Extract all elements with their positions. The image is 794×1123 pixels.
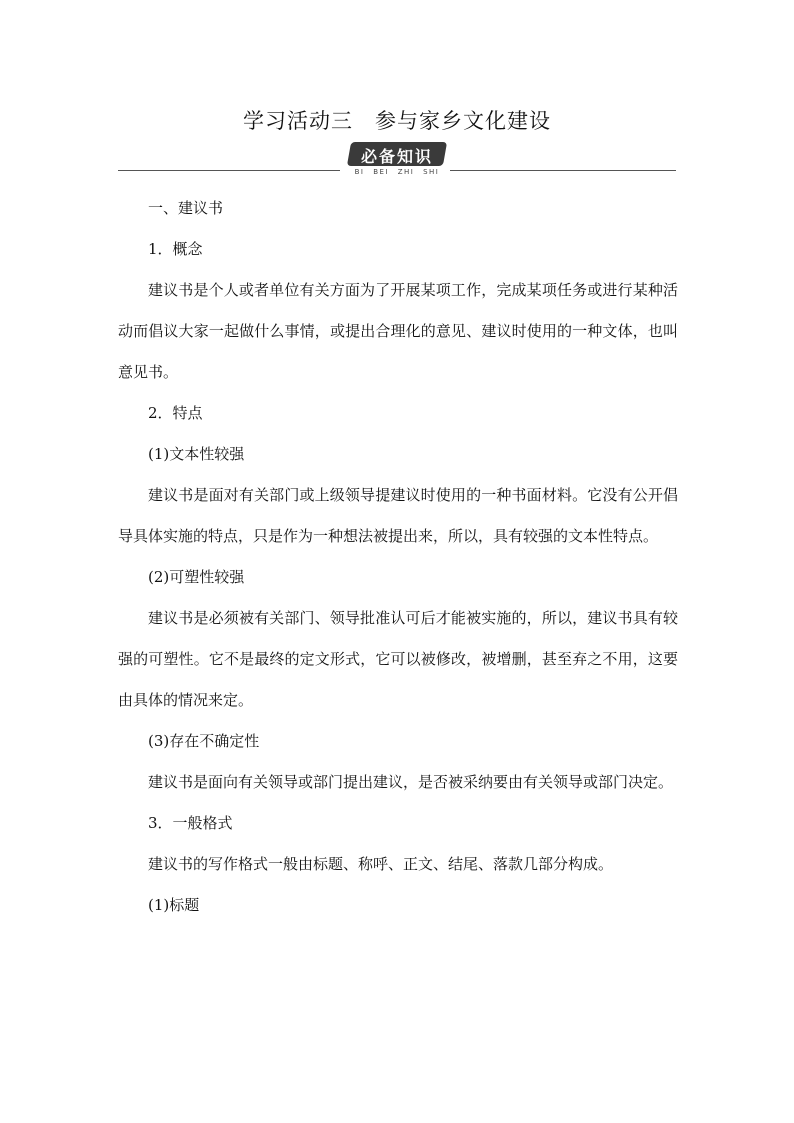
section-badge-pinyin: BI BEI ZHI SHI	[354, 168, 440, 176]
subsection-heading: 1．概念	[148, 240, 203, 258]
item-heading: (2)可塑性较强	[148, 568, 245, 586]
item-heading: (1)标题	[148, 896, 200, 914]
paragraph: 建议书是面对有关部门或上级领导提建议时使用的一种书面材料。它没有公开倡导具体实施的特点，只是作为一种想法被提出来，所以，具有较强的文本性特点。	[118, 486, 678, 545]
section-heading: 一、建议书	[148, 199, 224, 217]
document-title: 学习活动三 参与家乡文化建设	[243, 109, 551, 133]
item-heading: (3)存在不确定性	[148, 732, 260, 750]
section-badge-label: 必备知识	[360, 147, 433, 166]
header-rule-left	[118, 170, 340, 171]
header-rule-right	[450, 170, 676, 171]
paragraph: 建议书是个人或者单位有关方面为了开展某项工作，完成某项任务或进行某种活动而倡议大家一起做什么事情，或提出合理化的意见、建议时使用的一种文体，也叫意见书。	[118, 281, 678, 381]
paragraph: 建议书的写作格式一般由标题、称呼、正文、结尾、落款几部分构成。	[148, 855, 614, 873]
paragraph: 建议书是面向有关领导或部门提出建议，是否被采纳要由有关领导或部门决定。	[148, 773, 674, 791]
document-body	[118, 188, 678, 926]
subsection-heading: 2．特点	[148, 404, 203, 422]
paragraph: 建议书是必须被有关部门、领导批准认可后才能被实施的，所以，建议书具有较强的可塑性。它不是最终的定文形式，它可以被修改，被增删，甚至弃之不用，这要由具体的情况来定。	[118, 609, 678, 709]
item-heading: (1)文本性较强	[148, 445, 245, 463]
subsection-heading: 3．一般格式	[148, 814, 233, 832]
